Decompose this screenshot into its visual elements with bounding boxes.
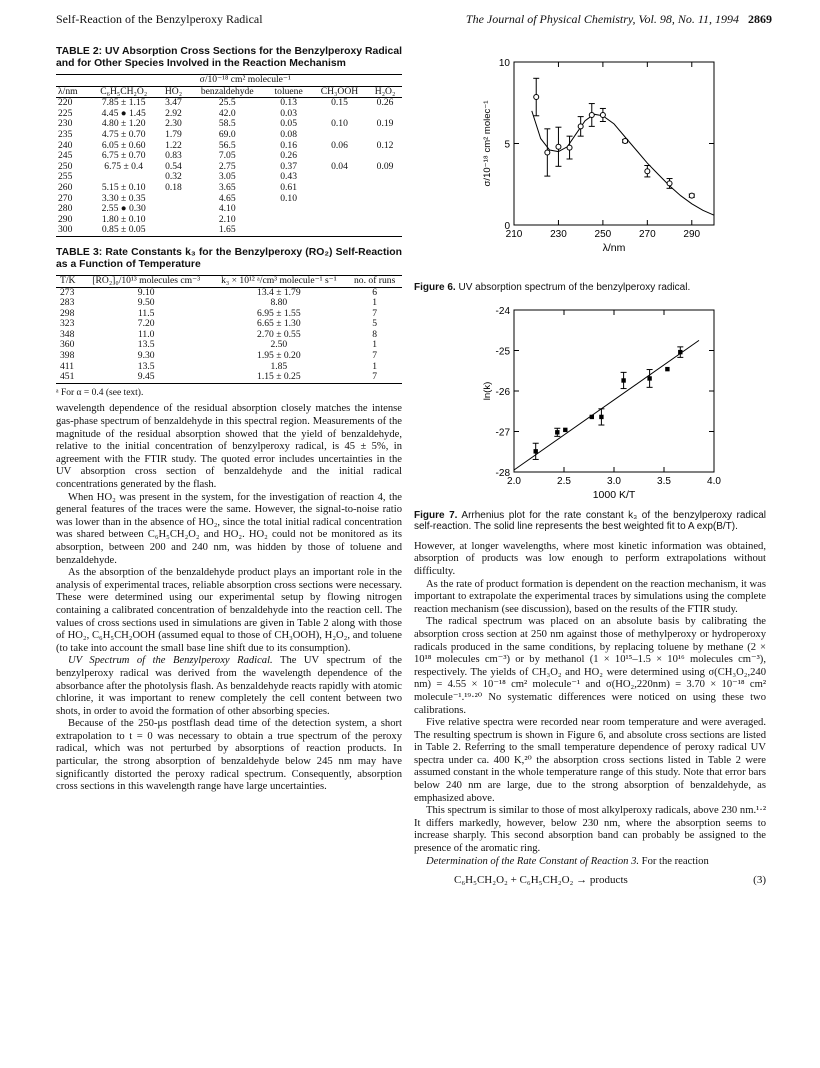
table2-cell: 4.80 ± 1.20 bbox=[101, 118, 146, 130]
paragraph: The radical spectrum was placed on an absolute basis by calibrating the absorption cross section at 250 nm against those of methylperoxy or hydroperoxy radicals produced in the same conditions, by replacing toluene by methane (2 × 10¹⁸ molecules cm⁻³) or by methanol (1 × 10¹⁵–1.5 × 10¹⁶ molecules cm⁻³), respectively. The yields of CH₃O₂ and HO₂ were determined using σ(CH₃O₂,240 nm) = 4.55 × 10⁻¹⁸ cm² molecule⁻¹ and σ(HO₂,220nm) = 3.70 × 10⁻¹⁸ cm² molecule⁻¹.¹⁹·²⁰ No systematic differences were noticed on using these two calibrations. bbox=[414, 616, 766, 716]
data-point bbox=[555, 430, 559, 434]
table2-cell: 0.37 bbox=[280, 160, 298, 172]
journal-citation: The Journal of Physical Chemistry, Vol. 98, No. 11, 1994 bbox=[465, 12, 739, 26]
paragraph: wavelength dependence of the residual absorption closely matches the intense gas-phase spectrum of benzaldehyde in this spectral region. Measurements of the magnitude of the residual absorption showed that the yield of benzaldehyde, relative to the initial concentration of benzylperoxy radical, is 45 ± 5%, in agreement with the FTIR study. The quoted error includes uncertainties in the UV absorption cross section of benzaldehyde and the initial radical concentrations generated by the flash. bbox=[56, 403, 402, 490]
table2-cell: 7.85 ± 1.15 bbox=[101, 97, 146, 109]
table3-cell: 360 bbox=[60, 339, 75, 351]
table2-cell: 6.05 ± 0.60 bbox=[101, 139, 146, 151]
x-axis-label: 1000 K/T bbox=[592, 488, 636, 501]
data-point bbox=[621, 378, 625, 382]
x-tick-label: 2.5 bbox=[557, 475, 571, 487]
table2-cell: 270 bbox=[58, 192, 73, 204]
table3-row bbox=[56, 309, 402, 320]
table2-cell bbox=[368, 225, 402, 236]
table2-cell: 42.0 bbox=[218, 107, 236, 119]
equation-number: (3) bbox=[753, 874, 766, 887]
data-point bbox=[665, 367, 669, 371]
table2-row bbox=[56, 225, 402, 236]
table2-cell: 2.30 bbox=[165, 118, 182, 130]
table3-cell: 398 bbox=[60, 350, 75, 362]
table2-cell bbox=[368, 183, 402, 194]
table3-cell: 6.65 ± 1.30 bbox=[257, 318, 301, 330]
fitted-curve bbox=[532, 111, 714, 215]
figure6-caption bbox=[414, 282, 766, 294]
table2 bbox=[56, 74, 402, 237]
table2-column-header: toluene bbox=[266, 86, 310, 98]
table3-cell: 1 bbox=[372, 360, 378, 372]
data-point bbox=[534, 95, 539, 100]
table2-cell: 4.10 bbox=[218, 203, 236, 215]
table2-column-header: λ/nm bbox=[56, 86, 89, 98]
figure6-caption-text: UV absorption spectrum of the benzylperoxy radical. bbox=[455, 282, 691, 293]
table2-cell: 4.45 ● 1.45 bbox=[101, 107, 146, 119]
table2-cell: 220 bbox=[58, 97, 73, 109]
table2-cell: 0.13 bbox=[280, 97, 298, 109]
table2-cell bbox=[266, 204, 310, 215]
left-column bbox=[56, 40, 402, 794]
paragraph: However, at longer wavelengths, where most kinetic information was obtained, absorption of products was low enough to perform extrapolations without difficulty. bbox=[414, 540, 766, 577]
table2-cell: 6.75 ± 0.70 bbox=[101, 150, 146, 162]
table2-cell bbox=[159, 225, 188, 236]
table2-cell: 0.09 bbox=[376, 160, 394, 172]
data-point bbox=[647, 376, 651, 380]
table2-cell bbox=[159, 215, 188, 226]
figure6-chart bbox=[414, 40, 766, 280]
data-point bbox=[600, 112, 605, 117]
table3-cell: 13.5 bbox=[137, 339, 155, 351]
y-tick-label: 10 bbox=[498, 58, 510, 69]
table3-row bbox=[56, 351, 402, 362]
data-point bbox=[590, 414, 594, 418]
table2-cell: 3.05 bbox=[218, 171, 236, 183]
figure6-label: Figure 6. bbox=[414, 282, 456, 293]
table2-cell: 240 bbox=[58, 139, 73, 151]
table3-cell: 9.45 bbox=[82, 372, 210, 383]
table3-cell: 6 bbox=[372, 286, 378, 298]
table2-column-header: H₂O₂ bbox=[368, 86, 402, 98]
table2-cell bbox=[311, 225, 368, 236]
table2-cell bbox=[368, 194, 402, 205]
paragraph: When HO₂ was present in the system, for the investigation of reaction 4, the general features of the traces were the same. However, the signal-to-noise ratio was lower than in the absence of HO₂, since the total initial radical concentration was shared between C₆H₅CH₂O₂ and HO₂. HO₂ could not be monitored as its absorption, between 200 and 240 nm, was hidden by those of toluene and benzaldehyde. bbox=[56, 491, 402, 566]
table2-cell bbox=[311, 183, 368, 194]
table3-caption: TABLE 3: Rate Constants k₃ for the Benzylperoxy (RO₂) Self-Reaction as a Function of Temperature bbox=[56, 246, 402, 270]
data-point bbox=[589, 112, 594, 117]
table2-cell: 0.19 bbox=[376, 118, 394, 130]
data-point bbox=[534, 449, 538, 453]
table2-cell: 58.5 bbox=[218, 118, 236, 130]
table2-cell: 2.75 bbox=[218, 160, 236, 172]
table3-cell: 411 bbox=[60, 360, 75, 372]
data-point bbox=[556, 144, 561, 149]
table2-cell: 2.55 ● 0.30 bbox=[101, 203, 146, 215]
table3-cell: 2.50 bbox=[270, 339, 288, 351]
table2-cell: 255 bbox=[58, 171, 73, 183]
table2-cell bbox=[311, 204, 368, 215]
table3-cell: 9.30 bbox=[137, 350, 155, 362]
table2-cell bbox=[311, 215, 368, 226]
table3-cell: 1.95 ± 0.20 bbox=[257, 350, 301, 362]
plot-frame bbox=[514, 310, 714, 472]
table3-cell: 7 bbox=[372, 350, 378, 362]
y-tick-label: -24 bbox=[495, 305, 510, 317]
table2-cell: 0.18 bbox=[165, 181, 182, 193]
table2-cell: 1.22 bbox=[165, 139, 182, 151]
table2-cell: 300 bbox=[56, 225, 89, 236]
table2-cell: 0.15 bbox=[331, 97, 348, 109]
y-tick-label: 5 bbox=[504, 139, 510, 151]
table2-cell: 0.08 bbox=[280, 128, 298, 140]
x-axis-label: λ/nm bbox=[602, 242, 626, 254]
table3-cell: 323 bbox=[60, 318, 75, 330]
table3-row bbox=[56, 298, 402, 309]
paragraph-text: The UV spectrum of the benzylperoxy radical was derived from the wavelength dependence of the absorbance after the photolysis flash. As benzaldehyde reacts rapidly with atomic chlorine, it was important to renew completely the cell content between two shots, in order to avoid the formation of other absorbing species. bbox=[56, 655, 402, 717]
table2-cell: 0.32 bbox=[165, 171, 182, 183]
table2-cell: 4.65 bbox=[218, 192, 236, 204]
table2-cell: 2.92 bbox=[165, 107, 182, 119]
right-column bbox=[414, 40, 766, 887]
data-point bbox=[667, 181, 672, 186]
table3-footnote: ᵃ For α = 0.4 (see text). bbox=[56, 387, 144, 398]
table2-cell: 0.43 bbox=[280, 171, 298, 183]
table3-row bbox=[56, 330, 402, 341]
table2-cell: 2.10 bbox=[218, 213, 236, 225]
table3-row bbox=[56, 372, 402, 383]
table3-cell: 1.85 bbox=[270, 360, 288, 372]
table2-cell: 1.80 ± 0.10 bbox=[101, 213, 146, 225]
table2-cell: 3.65 bbox=[218, 181, 236, 193]
paragraph: This spectrum is similar to those of most alkylperoxy radicals, above 230 nm.¹·² It differs markedly, however, below 230 nm, where the absorption seems to increase sharply. This second absorption band can probably be assigned to the presence of the aromatic ring. bbox=[414, 805, 766, 855]
x-tick-label: 2.0 bbox=[507, 475, 521, 487]
table3 bbox=[56, 275, 402, 384]
data-point bbox=[623, 139, 628, 144]
table2-column-header: HO₂ bbox=[159, 86, 188, 98]
table2-cell: 0.26 bbox=[280, 150, 298, 162]
table2-cell: 0.26 bbox=[376, 97, 394, 109]
figure7-chart bbox=[414, 302, 766, 508]
table3-row bbox=[56, 319, 402, 330]
table2-cell: 0.83 bbox=[165, 150, 182, 162]
table2-caption: TABLE 2: UV Absorption Cross Sections for the Benzylperoxy Radical and for Other Species Involved in the Reaction Mechanism bbox=[56, 46, 402, 69]
table2-cell: 0.12 bbox=[376, 139, 394, 151]
fit-line bbox=[514, 340, 699, 470]
table2-cell bbox=[159, 204, 188, 215]
running-head-left: Self-Reaction of the Benzylperoxy Radical bbox=[56, 12, 263, 26]
table2-cell: 0.54 bbox=[165, 160, 182, 172]
table3-cell: 9.50 bbox=[137, 297, 155, 309]
paragraph: As the absorption of the benzaldehyde product plays an important role in the analysis of experimental traces, reliable absorption cross sections were necessary. These were determined using our experimental setup by flowing nitrogen containing a calibrated concentration of benzaldehyde into the reaction cell. The values of cross sections used in simulations are given in Table 2 along with those of HO₂, C₆H₅CH₂OOH (assumed equal to those of CH₃OOH), H₂O₂, and toluene (to take into account the small base line shift due to its consumption). bbox=[56, 567, 402, 654]
table3-row bbox=[56, 287, 402, 298]
table3-cell: 348 bbox=[60, 328, 75, 340]
table3-cell: 1 bbox=[372, 339, 378, 351]
y-tick-label: -25 bbox=[495, 346, 510, 358]
table3-cell: 5 bbox=[372, 318, 378, 330]
table2-cell: 0.03 bbox=[280, 107, 298, 119]
data-point bbox=[678, 350, 682, 354]
table2-column-header: C₆H₅CH₂O₂ bbox=[89, 86, 159, 98]
figure7-label: Figure 7. bbox=[414, 509, 458, 521]
table3-cell: 1 bbox=[372, 297, 378, 309]
table2-cell: 4.75 ± 0.70 bbox=[101, 128, 146, 140]
table2-cell: 25.5 bbox=[218, 97, 236, 109]
table3-cell: 7 bbox=[347, 372, 402, 383]
table2-cell bbox=[159, 194, 188, 205]
table2-cell bbox=[368, 215, 402, 226]
table2-cell: 1.65 bbox=[188, 225, 266, 236]
table2-cell: 0.85 ± 0.05 bbox=[89, 225, 159, 236]
y-tick-label: -27 bbox=[495, 427, 510, 439]
table3-cell: 13.4 ± 1.79 bbox=[257, 286, 301, 298]
paragraph bbox=[56, 655, 402, 718]
section-heading: Determination of the Rate Constant of Reaction 3. bbox=[426, 855, 640, 867]
table2-row bbox=[56, 183, 402, 194]
y-tick-label: -28 bbox=[495, 467, 510, 479]
table3-cell: 6.95 ± 1.55 bbox=[257, 307, 301, 319]
table3-column-header: T/K bbox=[56, 275, 82, 287]
figure7-caption bbox=[414, 510, 766, 533]
running-head-right bbox=[466, 12, 772, 27]
table3-cell: 1.15 ± 0.25 bbox=[210, 372, 347, 383]
table2-cell: 56.5 bbox=[218, 139, 236, 151]
x-tick-label: 270 bbox=[638, 229, 656, 240]
x-tick-label: 3.0 bbox=[607, 475, 621, 487]
table2-cell bbox=[368, 204, 402, 215]
table2-cell: 3.30 ± 0.35 bbox=[101, 192, 146, 204]
table2-cell: 250 bbox=[58, 160, 73, 172]
table3-column-header: k₃ × 10¹² ᵃ/cm³ molecule⁻¹ s⁻¹ bbox=[210, 275, 347, 287]
x-tick-label: 250 bbox=[594, 229, 612, 240]
table3-row bbox=[56, 362, 402, 373]
table3-cell: 7 bbox=[372, 307, 378, 319]
table2-cell: 245 bbox=[58, 150, 73, 162]
table2-cell: 0.05 bbox=[280, 118, 298, 130]
table2-cell: 225 bbox=[58, 107, 73, 119]
paragraph: Because of the 250-μs postflash dead time of the detection system, a short extrapolation to t = 0 was necessary to obtain a true spectrum of the peroxy radical, which was not perturbed by absorptions of reaction products. In particular, the strong absorption of benzaldehyde below 245 nm may have significantly distorted the peroxy radical spectrum. Consequently, absorption cross sections in this wavelength range have large uncertainties. bbox=[56, 718, 402, 793]
page-number: 2869 bbox=[748, 12, 772, 26]
table2-cell: 0.61 bbox=[280, 181, 298, 193]
table2-cell bbox=[266, 225, 310, 236]
data-point bbox=[689, 193, 694, 198]
table3-cell: 2.70 ± 0.55 bbox=[257, 328, 301, 340]
figure7-caption-text: Arrhenius plot for the rate constant k₃ of the benzylperoxy radical self-reaction. The solid line represents the best weighted fit to A exp(B/T). bbox=[414, 509, 766, 533]
y-axis-label: σ/10⁻¹⁸ cm² molec⁻¹ bbox=[482, 100, 493, 187]
equation-text: C₆H₅CH₂O₂ + C₆H₅CH₂O₂ → products bbox=[454, 874, 628, 887]
table2-column-header: benzaldehyde bbox=[188, 86, 266, 98]
table2-column-header: CH₃OOH bbox=[311, 86, 368, 98]
data-point bbox=[599, 414, 603, 418]
table3-cell: 8.80 bbox=[270, 297, 288, 309]
table2-cell: 280 bbox=[58, 203, 73, 215]
table3-cell: 283 bbox=[60, 297, 75, 309]
paragraph-text: For the reaction bbox=[639, 855, 709, 867]
equation-3 bbox=[454, 874, 766, 887]
y-axis-label: ln(k) bbox=[482, 381, 493, 400]
table2-cell: 0.10 bbox=[331, 118, 348, 130]
table2-cell: 3.47 bbox=[165, 97, 182, 109]
table2-cell: 0.10 bbox=[280, 192, 298, 204]
x-tick-label: 3.5 bbox=[657, 475, 671, 487]
table2-cell: 0.16 bbox=[280, 139, 298, 151]
table3-row bbox=[56, 340, 402, 351]
table3-column-header: [RO₂]₀/10¹³ molecules cm⁻³ bbox=[82, 275, 210, 287]
table2-cell bbox=[311, 172, 368, 183]
table3-cell: 11.0 bbox=[137, 328, 155, 340]
table2-cell: 69.0 bbox=[218, 128, 236, 140]
table2-cell: 7.05 bbox=[218, 150, 236, 162]
table2-cell: 5.15 ± 0.10 bbox=[101, 181, 146, 193]
table3-cell: 273 bbox=[60, 286, 75, 298]
y-tick-label: -26 bbox=[495, 386, 510, 398]
table2-cell bbox=[368, 130, 402, 141]
table2-row bbox=[56, 130, 402, 141]
table2-cell: 260 bbox=[58, 181, 73, 193]
section-heading: UV Spectrum of the Benzylperoxy Radical. bbox=[68, 655, 273, 667]
table3-cell: 11.5 bbox=[137, 307, 155, 319]
data-point bbox=[645, 169, 650, 174]
table2-cell: 235 bbox=[58, 128, 73, 140]
table2-cell: 0.06 bbox=[331, 139, 348, 151]
x-tick-label: 290 bbox=[683, 229, 701, 240]
table3-cell: 451 bbox=[56, 372, 82, 383]
data-point bbox=[567, 145, 572, 150]
table2-cell: 0.04 bbox=[331, 160, 348, 172]
table2-unit: σ/10⁻¹⁸ cm² molecule⁻¹ bbox=[89, 75, 402, 87]
table3-cell: 7.20 bbox=[137, 318, 155, 330]
table3-cell: 13.5 bbox=[137, 360, 155, 372]
x-tick-label: 4.0 bbox=[707, 475, 721, 487]
y-tick-label: 0 bbox=[504, 221, 510, 232]
table2-cell: 6.75 ± 0.4 bbox=[104, 160, 144, 172]
table2-cell: 230 bbox=[58, 118, 73, 130]
paragraph: As the rate of product formation is dependent on the reaction mechanism, it was important to extrapolate the experimental traces by simulations using the complete reaction mechanism (see discussion), based on the results of the FTIR study. bbox=[414, 578, 766, 615]
x-tick-label: 210 bbox=[505, 229, 523, 240]
table2-cell bbox=[311, 130, 368, 141]
table2-cell: 1.79 bbox=[165, 128, 182, 140]
table2-cell bbox=[368, 172, 402, 183]
table2-cell: 290 bbox=[58, 213, 73, 225]
table3-cell: 8 bbox=[372, 328, 378, 340]
paragraph bbox=[414, 856, 766, 869]
table3-cell: 9.10 bbox=[137, 286, 155, 298]
x-tick-label: 230 bbox=[550, 229, 567, 240]
table2-cell bbox=[311, 194, 368, 205]
table2-cell bbox=[266, 215, 310, 226]
paragraph: Five relative spectra were recorded near room temperature and were averaged. The resulting spectrum is shown in Figure 6, and absolute cross sections are listed in Table 2. Referring to the small temperature dependence of peroxy radical UV spectra under ca. 400 K,²⁰ the absorption cross sections listed in Table 2 were assumed constant in the whole temperature range of this study. Note that error bars below 240 nm are large, due to the strong absorption of benzaldehyde, as emphasized above. bbox=[414, 717, 766, 804]
data-point bbox=[563, 427, 567, 431]
table3-cell: 298 bbox=[60, 307, 75, 319]
data-point bbox=[545, 150, 550, 155]
table3-column-header: no. of runs bbox=[347, 275, 402, 287]
data-point bbox=[578, 124, 583, 129]
